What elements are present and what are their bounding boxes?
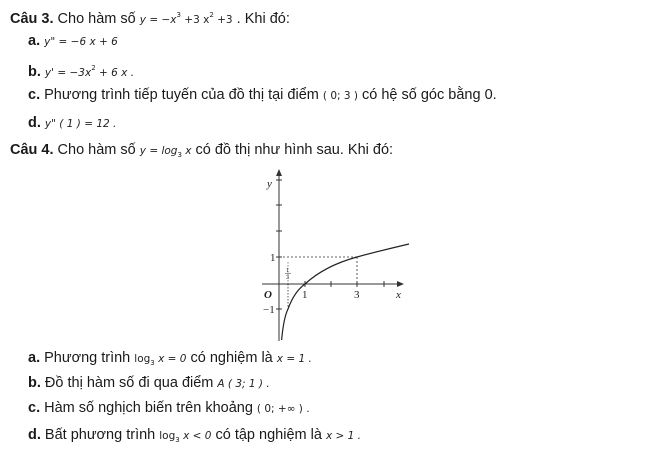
option-label: d. xyxy=(28,115,41,131)
option-label: d. xyxy=(28,427,41,443)
option-math: + 6 x . xyxy=(95,67,135,79)
option-text: Phương trình tiếp tuyến của đồ thị tại điểm xyxy=(40,87,323,103)
fraction-den: 3 xyxy=(286,275,289,281)
y-label: y xyxy=(267,178,272,190)
x-label: x xyxy=(396,289,401,301)
math-base: 3 xyxy=(177,151,182,159)
q4-text-after: có đồ thị như hình sau. Khi đó: xyxy=(191,142,394,158)
q3-option-b xyxy=(28,59,134,82)
math-part: y = log xyxy=(139,145,178,157)
x-tick-3: 3 xyxy=(354,289,360,301)
x-axis-arrow-icon xyxy=(397,281,404,287)
q4-label: Câu 4. xyxy=(10,142,54,158)
option-text: Bất phương trình xyxy=(40,427,160,443)
math-part: +3 xyxy=(213,14,233,26)
option-label: a. xyxy=(28,33,41,49)
q3-option-c xyxy=(28,86,497,105)
y-axis-arrow-icon xyxy=(276,169,282,176)
option-text-after: có hệ số góc bằng 0. xyxy=(358,87,497,103)
y-tick-minus1: −1 xyxy=(263,304,275,316)
q3-stem xyxy=(10,6,290,29)
option-text: Phương trình xyxy=(40,350,135,366)
option-math: y" ( 1 ) = 12 . xyxy=(44,118,117,130)
option-math: log xyxy=(134,353,151,365)
option-math: x = 0 xyxy=(154,353,187,365)
q4-text: Cho hàm số xyxy=(53,142,140,158)
option-text: Hàm số nghịch biến trên khoảng xyxy=(40,400,257,416)
option-math: ( 0; 3 ) xyxy=(322,90,358,102)
option-text: có nghiệm là xyxy=(186,350,277,366)
math-part: +3 x xyxy=(180,14,210,26)
option-math: x > 1 . xyxy=(325,430,361,442)
q4-option-a xyxy=(28,349,312,372)
q3-function xyxy=(139,11,233,26)
q3-option-a xyxy=(28,32,118,51)
option-math: ( 0; +∞ ) . xyxy=(256,403,310,415)
option-math: x < 0 xyxy=(179,430,212,442)
math-part: −x xyxy=(161,14,177,26)
math-base: 3 xyxy=(175,436,180,444)
q4-stem xyxy=(10,141,393,164)
q4-option-d xyxy=(28,426,361,449)
option-label: c. xyxy=(28,400,41,416)
option-math: y" = −6 x + 6 xyxy=(44,36,118,48)
q3-label: Câu 3. xyxy=(10,11,54,27)
option-label: a. xyxy=(28,350,41,366)
q4-option-c xyxy=(28,399,310,418)
q3-text: Cho hàm số xyxy=(53,11,140,27)
q4-option-b xyxy=(28,374,270,393)
q4-function xyxy=(140,145,192,157)
math-exp: 3 xyxy=(176,11,181,19)
option-text: Đồ thị hàm số đi qua điểm xyxy=(40,375,218,391)
option-math: x = 1 . xyxy=(276,353,312,365)
option-math: log xyxy=(159,430,176,442)
log-graph xyxy=(250,165,420,345)
math-base: 3 xyxy=(150,359,155,367)
math-part: x xyxy=(181,145,192,157)
q3-text-after: . Khi đó: xyxy=(232,11,290,27)
q3-option-d xyxy=(28,114,116,133)
option-label: b. xyxy=(28,64,41,80)
option-text: có tập nghiệm là xyxy=(211,427,326,443)
math-part: y = xyxy=(139,14,159,26)
x-tick-1: 1 xyxy=(302,289,308,301)
fraction-num: 1 xyxy=(286,268,289,274)
math-exp: 2 xyxy=(91,64,96,72)
log-curve xyxy=(282,244,409,340)
option-label: b. xyxy=(28,375,41,391)
y-tick-1: 1 xyxy=(270,252,276,264)
option-math: y' = −3x xyxy=(44,67,92,79)
option-math: A ( 3; 1 ) . xyxy=(217,378,270,390)
origin-label: O xyxy=(264,289,272,301)
math-exp: 2 xyxy=(209,11,214,19)
option-label: c. xyxy=(28,87,41,103)
